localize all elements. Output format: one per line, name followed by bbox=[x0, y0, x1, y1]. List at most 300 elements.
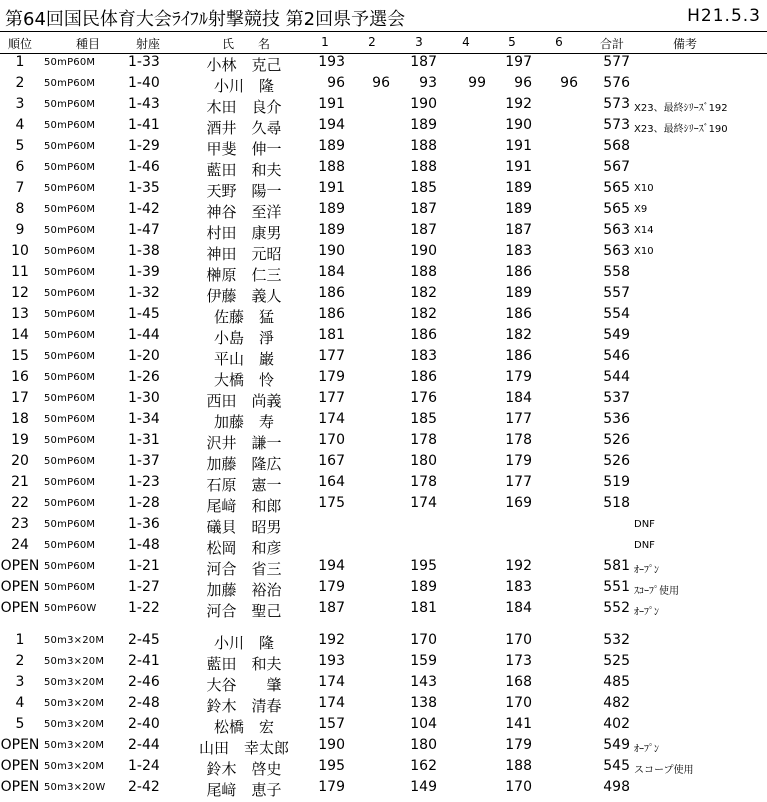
name-cell: 神田 元昭 bbox=[206, 245, 282, 263]
rank-cell: 12 bbox=[11, 285, 29, 301]
table-row bbox=[0, 222, 767, 243]
name-cell: 村田 康男 bbox=[206, 224, 282, 242]
rank-cell: 11 bbox=[11, 264, 29, 280]
name-cell: 加藤 隆広 bbox=[206, 455, 282, 473]
table-row bbox=[0, 285, 767, 306]
event-cell: 50m3×20M bbox=[44, 740, 105, 751]
seat-cell: 1-23 bbox=[128, 474, 160, 490]
remarks-cell: X23、最終ｼﾘｰｽﾞ192 bbox=[634, 103, 728, 114]
name-cell: 甲斐 伸一 bbox=[206, 140, 282, 158]
event-cell: 50m3×20M bbox=[44, 698, 105, 709]
table-row bbox=[0, 75, 767, 96]
series-1-cell: 188 bbox=[318, 159, 345, 175]
header-seat: 射座 bbox=[135, 37, 160, 51]
series-3-cell: 183 bbox=[410, 348, 437, 364]
series-5-cell: 187 bbox=[505, 222, 532, 238]
series-1-cell: 193 bbox=[318, 653, 345, 669]
series-3-cell: 180 bbox=[410, 737, 437, 753]
name-cell: 加藤 裕治 bbox=[206, 581, 282, 599]
series-3-cell: 188 bbox=[410, 138, 437, 154]
series-3-cell: 178 bbox=[410, 432, 437, 448]
event-cell: 50m3×20M bbox=[44, 635, 105, 646]
series-1-cell: 189 bbox=[318, 138, 345, 154]
series-1-cell: 194 bbox=[318, 558, 345, 574]
seat-cell: 2-46 bbox=[128, 674, 160, 690]
rank-cell: OPEN bbox=[0, 758, 40, 774]
series-3-cell: 190 bbox=[410, 96, 437, 112]
name-cell: 小島 淨 bbox=[213, 329, 274, 347]
table-row bbox=[0, 779, 767, 800]
total-cell: 532 bbox=[603, 632, 630, 648]
series-1-cell: 191 bbox=[318, 180, 345, 196]
seat-cell: 1-31 bbox=[128, 432, 160, 448]
series-2-cell: 96 bbox=[372, 75, 390, 91]
series-1-cell: 187 bbox=[318, 600, 345, 616]
series-3-cell: 190 bbox=[410, 243, 437, 259]
series-1-cell: 179 bbox=[318, 779, 345, 795]
seat-cell: 1-37 bbox=[128, 453, 160, 469]
date-label: H21.5.3 bbox=[687, 6, 761, 26]
total-cell: 482 bbox=[603, 695, 630, 711]
total-cell: 485 bbox=[603, 674, 630, 690]
seat-cell: 1-47 bbox=[128, 222, 160, 238]
seat-cell: 1-28 bbox=[128, 495, 160, 511]
remarks-cell: X10 bbox=[634, 183, 654, 194]
name-cell: 尾﨑 和郎 bbox=[206, 497, 282, 515]
total-cell: 573 bbox=[603, 96, 630, 112]
series-1-cell: 174 bbox=[318, 695, 345, 711]
seat-cell: 1-35 bbox=[128, 180, 160, 196]
series-3-cell: 174 bbox=[410, 495, 437, 511]
table-row bbox=[0, 369, 767, 390]
total-cell: 498 bbox=[603, 779, 630, 795]
series-5-cell: 170 bbox=[505, 632, 532, 648]
series-1-cell: 189 bbox=[318, 201, 345, 217]
event-cell: 50mP60M bbox=[44, 477, 96, 488]
series-1-cell: 177 bbox=[318, 390, 345, 406]
rank-cell: 19 bbox=[11, 432, 29, 448]
series-5-cell: 189 bbox=[505, 180, 532, 196]
seat-cell: 1-39 bbox=[128, 264, 160, 280]
remarks-cell: X14 bbox=[634, 225, 654, 236]
total-cell: 544 bbox=[603, 369, 630, 385]
event-cell: 50mP60M bbox=[44, 120, 96, 131]
table-row bbox=[0, 653, 767, 674]
series-3-cell: 182 bbox=[410, 306, 437, 322]
total-cell: 526 bbox=[603, 432, 630, 448]
header-series-5: 5 bbox=[508, 35, 516, 49]
event-cell: 50mP60M bbox=[44, 99, 96, 110]
series-1-cell: 164 bbox=[318, 474, 345, 490]
rank-cell: 18 bbox=[11, 411, 29, 427]
rank-cell: 4 bbox=[15, 117, 25, 133]
table-row bbox=[0, 674, 767, 695]
rank-cell: 3 bbox=[15, 674, 25, 690]
name-cell: 小川 隆 bbox=[213, 634, 274, 652]
series-1-cell: 174 bbox=[318, 674, 345, 690]
header-series-6: 6 bbox=[555, 35, 563, 49]
seat-cell: 2-45 bbox=[128, 632, 160, 648]
event-cell: 50mP60M bbox=[44, 414, 96, 425]
name-cell: 河合 聖己 bbox=[206, 602, 282, 620]
series-5-cell: 186 bbox=[505, 348, 532, 364]
table-row bbox=[0, 737, 767, 758]
table-row bbox=[0, 716, 767, 737]
header-total: 合計 bbox=[599, 37, 624, 51]
rank-cell: 10 bbox=[11, 243, 29, 259]
total-cell: 565 bbox=[603, 201, 630, 217]
rank-cell: 23 bbox=[11, 516, 29, 532]
event-cell: 50mP60M bbox=[44, 519, 96, 530]
table-row bbox=[0, 243, 767, 264]
series-1-cell: 184 bbox=[318, 264, 345, 280]
series-5-cell: 179 bbox=[505, 453, 532, 469]
event-cell: 50mP60M bbox=[44, 183, 96, 194]
series-5-cell: 177 bbox=[505, 474, 532, 490]
series-3-cell: 180 bbox=[410, 453, 437, 469]
total-cell: 563 bbox=[603, 222, 630, 238]
total-cell: 563 bbox=[603, 243, 630, 259]
remarks-cell: ｵｰﾌﾟﾝ bbox=[634, 607, 659, 618]
name-cell: 河合 省三 bbox=[206, 560, 282, 578]
series-3-cell: 195 bbox=[410, 558, 437, 574]
seat-cell: 1-42 bbox=[128, 201, 160, 217]
table-row bbox=[0, 348, 767, 369]
remarks-cell: スコープ使用 bbox=[634, 765, 694, 776]
remarks-cell: ｵｰﾌﾟﾝ bbox=[634, 744, 659, 755]
rank-cell: 16 bbox=[11, 369, 29, 385]
total-cell: 536 bbox=[603, 411, 630, 427]
event-cell: 50mP60M bbox=[44, 246, 96, 257]
header-top-rule bbox=[0, 31, 767, 32]
series-1-cell: 189 bbox=[318, 222, 345, 238]
seat-cell: 1-24 bbox=[128, 758, 160, 774]
total-cell: 558 bbox=[603, 264, 630, 280]
series-3-cell: 178 bbox=[410, 474, 437, 490]
seat-cell: 1-20 bbox=[128, 348, 160, 364]
table-row bbox=[0, 474, 767, 495]
event-cell: 50mP60M bbox=[44, 309, 96, 320]
total-cell: 526 bbox=[603, 453, 630, 469]
event-cell: 50mP60M bbox=[44, 498, 96, 509]
table-row bbox=[0, 758, 767, 779]
series-5-cell: 189 bbox=[505, 201, 532, 217]
table-row bbox=[0, 516, 767, 537]
series-5-cell: 170 bbox=[505, 779, 532, 795]
table-row bbox=[0, 432, 767, 453]
name-cell: 西田 尚義 bbox=[206, 392, 282, 410]
rank-cell: 14 bbox=[11, 327, 29, 343]
series-5-cell: 96 bbox=[514, 75, 532, 91]
rank-cell: OPEN bbox=[0, 579, 40, 595]
series-3-cell: 187 bbox=[410, 201, 437, 217]
series-1-cell: 193 bbox=[318, 54, 345, 70]
rank-cell: 7 bbox=[15, 180, 25, 196]
table-row bbox=[0, 411, 767, 432]
rank-cell: 6 bbox=[15, 159, 25, 175]
series-1-cell: 167 bbox=[318, 453, 345, 469]
table-header bbox=[0, 35, 767, 53]
series-1-cell: 191 bbox=[318, 96, 345, 112]
seat-cell: 1-26 bbox=[128, 369, 160, 385]
series-5-cell: 179 bbox=[505, 737, 532, 753]
seat-cell: 1-46 bbox=[128, 159, 160, 175]
series-1-cell: 170 bbox=[318, 432, 345, 448]
rank-cell: OPEN bbox=[0, 558, 40, 574]
rank-cell: 5 bbox=[15, 138, 25, 154]
name-cell: 松岡 和彦 bbox=[206, 539, 282, 557]
rank-cell: 1 bbox=[15, 54, 25, 70]
series-5-cell: 192 bbox=[505, 96, 532, 112]
header-event: 種目 bbox=[75, 37, 100, 51]
seat-cell: 2-48 bbox=[128, 695, 160, 711]
series-5-cell: 186 bbox=[505, 306, 532, 322]
seat-cell: 1-38 bbox=[128, 243, 160, 259]
event-cell: 50mP60M bbox=[44, 225, 96, 236]
total-cell: 546 bbox=[603, 348, 630, 364]
seat-cell: 1-44 bbox=[128, 327, 160, 343]
total-cell: 568 bbox=[603, 138, 630, 154]
table-row bbox=[0, 695, 767, 716]
seat-cell: 1-40 bbox=[128, 75, 160, 91]
table-row bbox=[0, 495, 767, 516]
table-row bbox=[0, 600, 767, 621]
table-row bbox=[0, 96, 767, 117]
total-cell: 554 bbox=[603, 306, 630, 322]
event-cell: 50m3×20W bbox=[44, 782, 106, 793]
seat-cell: 2-41 bbox=[128, 653, 160, 669]
event-cell: 50mP60M bbox=[44, 57, 96, 68]
seat-cell: 1-29 bbox=[128, 138, 160, 154]
rank-cell: 20 bbox=[11, 453, 29, 469]
total-cell: 518 bbox=[603, 495, 630, 511]
total-cell: 545 bbox=[603, 758, 630, 774]
series-3-cell: 104 bbox=[410, 716, 437, 732]
table-row bbox=[0, 390, 767, 411]
rank-cell: 4 bbox=[15, 695, 25, 711]
seat-cell: 1-45 bbox=[128, 306, 160, 322]
title-bar bbox=[0, 0, 767, 31]
event-cell: 50mP60M bbox=[44, 141, 96, 152]
series-5-cell: 191 bbox=[505, 159, 532, 175]
series-1-cell: 190 bbox=[318, 243, 345, 259]
header-series-3: 3 bbox=[415, 35, 423, 49]
total-cell: 573 bbox=[603, 117, 630, 133]
series-1-cell: 186 bbox=[318, 285, 345, 301]
name-cell: 鈴木 啓史 bbox=[206, 760, 282, 778]
name-cell: 平山 巌 bbox=[213, 350, 274, 368]
table-row bbox=[0, 558, 767, 579]
total-cell: 581 bbox=[603, 558, 630, 574]
event-cell: 50mP60M bbox=[44, 582, 96, 593]
event-cell: 50mP60M bbox=[44, 393, 96, 404]
series-3-cell: 187 bbox=[410, 54, 437, 70]
event-cell: 50mP60M bbox=[44, 204, 96, 215]
rank-cell: OPEN bbox=[0, 737, 40, 753]
series-3-cell: 187 bbox=[410, 222, 437, 238]
event-cell: 50m3×20M bbox=[44, 656, 105, 667]
total-cell: 557 bbox=[603, 285, 630, 301]
seat-cell: 1-43 bbox=[128, 96, 160, 112]
rank-cell: 9 bbox=[15, 222, 25, 238]
series-5-cell: 189 bbox=[505, 285, 532, 301]
name-cell: 松橋 宏 bbox=[213, 718, 274, 736]
rank-cell: 21 bbox=[11, 474, 29, 490]
header-series-2: 2 bbox=[368, 35, 376, 49]
series-3-cell: 188 bbox=[410, 264, 437, 280]
seat-cell: 1-21 bbox=[128, 558, 160, 574]
seat-cell: 1-36 bbox=[128, 516, 160, 532]
total-cell: 565 bbox=[603, 180, 630, 196]
rank-cell: 1 bbox=[15, 632, 25, 648]
name-cell: 酒井 久尋 bbox=[206, 119, 282, 137]
series-3-cell: 176 bbox=[410, 390, 437, 406]
name-cell: 尾﨑 恵子 bbox=[206, 781, 282, 799]
table-row bbox=[0, 264, 767, 285]
table-row bbox=[0, 632, 767, 653]
name-cell: 藍田 和夫 bbox=[206, 655, 282, 673]
event-cell: 50m3×20M bbox=[44, 677, 105, 688]
name-cell: 加藤 寿 bbox=[213, 413, 274, 431]
event-cell: 50mP60M bbox=[44, 456, 96, 467]
series-1-cell: 179 bbox=[318, 579, 345, 595]
name-cell: 藍田 和夫 bbox=[206, 161, 282, 179]
event-cell: 50mP60W bbox=[44, 603, 97, 614]
rank-cell: 2 bbox=[15, 653, 25, 669]
series-5-cell: 184 bbox=[505, 390, 532, 406]
name-cell: 天野 陽一 bbox=[206, 182, 282, 200]
series-3-cell: 170 bbox=[410, 632, 437, 648]
table-row bbox=[0, 138, 767, 159]
event-cell: 50mP60M bbox=[44, 540, 96, 551]
rank-cell: 22 bbox=[11, 495, 29, 511]
series-6-cell: 96 bbox=[560, 75, 578, 91]
series-1-cell: 194 bbox=[318, 117, 345, 133]
remarks-cell: X9 bbox=[634, 204, 648, 215]
seat-cell: 2-42 bbox=[128, 779, 160, 795]
event-cell: 50mP60M bbox=[44, 351, 96, 362]
seat-cell: 1-33 bbox=[128, 54, 160, 70]
event-cell: 50m3×20M bbox=[44, 761, 105, 772]
series-1-cell: 157 bbox=[318, 716, 345, 732]
event-cell: 50mP60M bbox=[44, 561, 96, 572]
series-4-cell: 99 bbox=[468, 75, 486, 91]
seat-cell: 1-22 bbox=[128, 600, 160, 616]
seat-cell: 1-32 bbox=[128, 285, 160, 301]
seat-cell: 1-41 bbox=[128, 117, 160, 133]
page-title: 第64回国民体育大会ﾗｲﾌﾙ射撃競技 第2回県予選会 bbox=[5, 9, 406, 30]
series-3-cell: 162 bbox=[410, 758, 437, 774]
remarks-cell: X10 bbox=[634, 246, 654, 257]
rank-cell: 24 bbox=[11, 537, 29, 553]
name-cell: 大谷 肇 bbox=[206, 676, 282, 694]
event-cell: 50mP60M bbox=[44, 78, 96, 89]
total-cell: 577 bbox=[603, 54, 630, 70]
series-1-cell: 96 bbox=[327, 75, 345, 91]
rank-cell: 13 bbox=[11, 306, 29, 322]
remarks-cell: DNF bbox=[634, 519, 655, 530]
name-cell: 礒貝 昭男 bbox=[206, 518, 282, 536]
table-row bbox=[0, 453, 767, 474]
series-1-cell: 186 bbox=[318, 306, 345, 322]
series-5-cell: 186 bbox=[505, 264, 532, 280]
table-row bbox=[0, 579, 767, 600]
series-5-cell: 192 bbox=[505, 558, 532, 574]
series-3-cell: 159 bbox=[410, 653, 437, 669]
series-3-cell: 149 bbox=[410, 779, 437, 795]
series-5-cell: 197 bbox=[505, 54, 532, 70]
series-1-cell: 177 bbox=[318, 348, 345, 364]
seat-cell: 2-40 bbox=[128, 716, 160, 732]
event-cell: 50mP60M bbox=[44, 162, 96, 173]
rank-cell: 17 bbox=[11, 390, 29, 406]
table-row bbox=[0, 117, 767, 138]
remarks-cell: ｽｺｰﾌﾟ使用 bbox=[634, 586, 679, 597]
series-3-cell: 93 bbox=[419, 75, 437, 91]
name-cell: 石原 憲一 bbox=[206, 476, 282, 494]
event-cell: 50mP60M bbox=[44, 267, 96, 278]
table-row bbox=[0, 201, 767, 222]
name-cell: 小川 隆 bbox=[213, 77, 274, 95]
series-1-cell: 174 bbox=[318, 411, 345, 427]
seat-cell: 1-34 bbox=[128, 411, 160, 427]
series-1-cell: 190 bbox=[318, 737, 345, 753]
series-5-cell: 182 bbox=[505, 327, 532, 343]
remarks-cell: DNF bbox=[634, 540, 655, 551]
name-cell: 佐藤 猛 bbox=[213, 308, 274, 326]
series-5-cell: 178 bbox=[505, 432, 532, 448]
name-cell: 榊原 仁三 bbox=[206, 266, 282, 284]
series-3-cell: 186 bbox=[410, 369, 437, 385]
series-5-cell: 179 bbox=[505, 369, 532, 385]
event-cell: 50mP60M bbox=[44, 435, 96, 446]
total-cell: 519 bbox=[603, 474, 630, 490]
series-5-cell: 170 bbox=[505, 695, 532, 711]
rank-cell: 15 bbox=[11, 348, 29, 364]
event-cell: 50m3×20M bbox=[44, 719, 105, 730]
series-3-cell: 143 bbox=[410, 674, 437, 690]
rank-cell: OPEN bbox=[0, 600, 40, 616]
series-3-cell: 185 bbox=[410, 411, 437, 427]
header-name: 氏 名 bbox=[221, 37, 270, 51]
name-cell: 鈴木 清春 bbox=[206, 697, 282, 715]
total-cell: 551 bbox=[603, 579, 630, 595]
header-series-4: 4 bbox=[462, 35, 470, 49]
total-cell: 525 bbox=[603, 653, 630, 669]
total-cell: 537 bbox=[603, 390, 630, 406]
series-5-cell: 183 bbox=[505, 243, 532, 259]
seat-cell: 1-27 bbox=[128, 579, 160, 595]
event-cell: 50mP60M bbox=[44, 372, 96, 383]
header-rank: 順位 bbox=[7, 37, 32, 51]
series-3-cell: 182 bbox=[410, 285, 437, 301]
series-5-cell: 188 bbox=[505, 758, 532, 774]
series-5-cell: 191 bbox=[505, 138, 532, 154]
series-3-cell: 188 bbox=[410, 159, 437, 175]
total-cell: 576 bbox=[603, 75, 630, 91]
total-cell: 549 bbox=[603, 737, 630, 753]
name-cell: 山田 幸太郎 bbox=[198, 739, 289, 757]
name-cell: 小林 克己 bbox=[206, 56, 282, 74]
series-3-cell: 189 bbox=[410, 579, 437, 595]
name-cell: 伊藤 義人 bbox=[206, 287, 282, 305]
series-3-cell: 189 bbox=[410, 117, 437, 133]
remarks-cell: ｵｰﾌﾟﾝ bbox=[634, 565, 659, 576]
header-series-1: 1 bbox=[321, 35, 329, 49]
name-cell: 大橋 怜 bbox=[213, 371, 274, 389]
series-1-cell: 179 bbox=[318, 369, 345, 385]
series-5-cell: 173 bbox=[505, 653, 532, 669]
